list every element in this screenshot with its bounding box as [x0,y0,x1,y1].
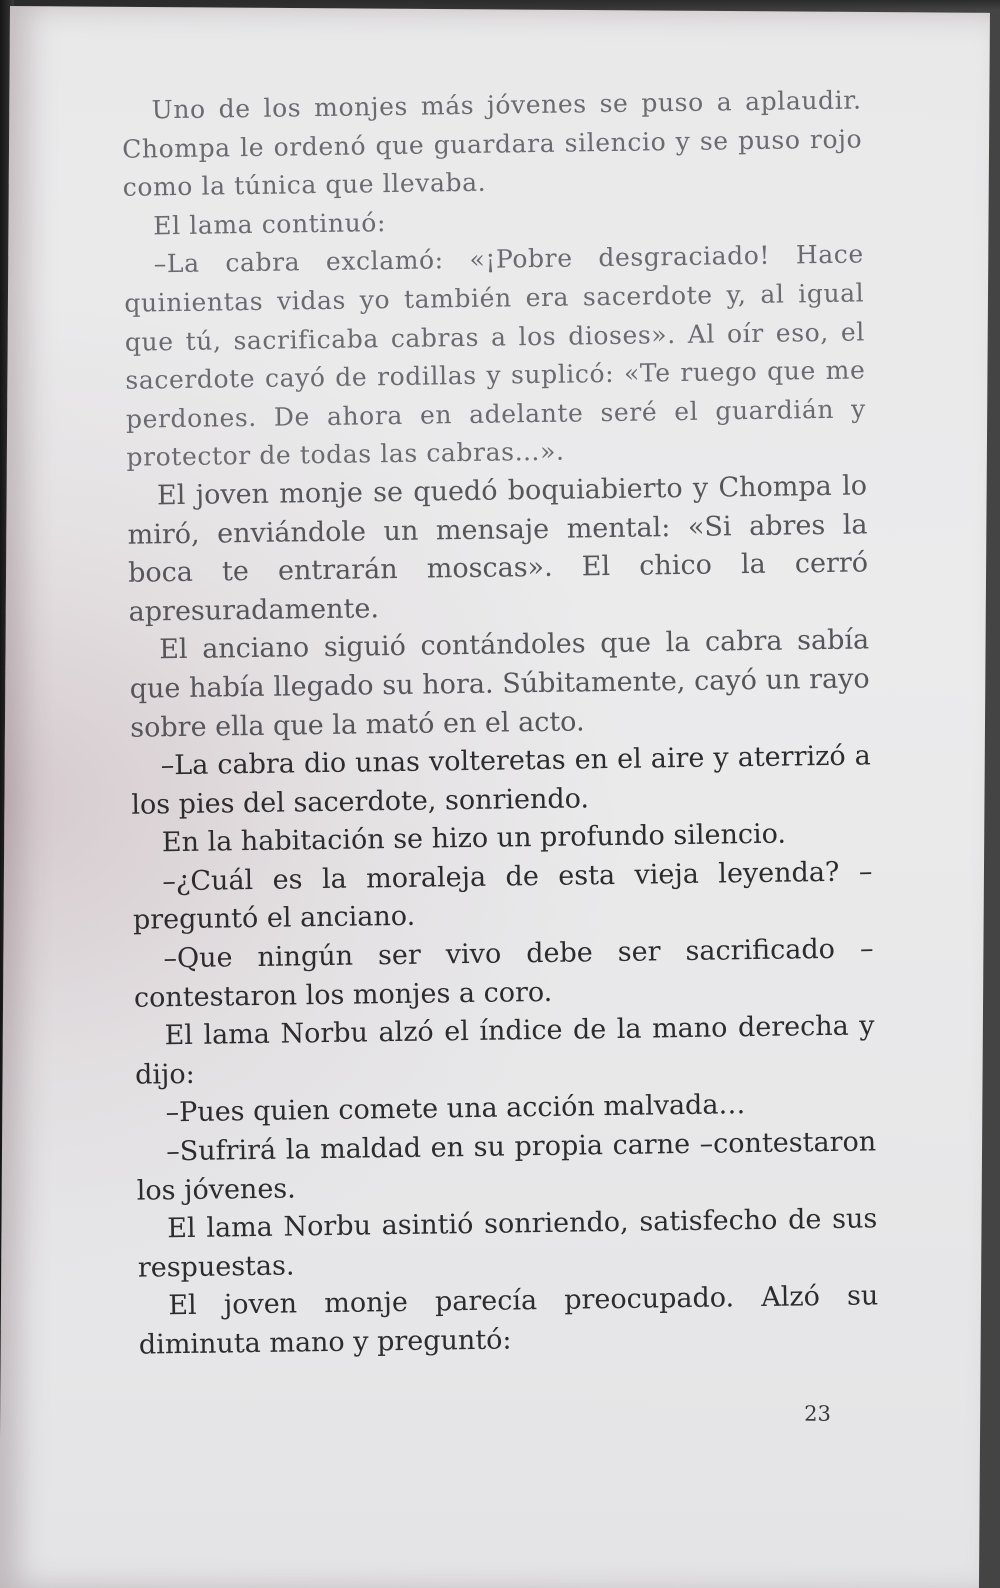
paragraph-5: El anciano siguió contándoles que la cabra sabía que había llegado su hora. Súbitamente, cayó un rayo sobre ella que la mató en el acto. [129,624,870,744]
paragraph-4: El joven monje se quedó boquiabierto y Chompa lo miró, enviándole un mensaje mental: «Si abres la boca te entrarán moscas». El chico la cerró apresuradamente. [127,470,869,628]
paragraph-6: –La cabra dio unas volteretas en el aire y aterrizó a los pies del sacerdote, sonriendo. [131,740,871,821]
book-page [0,6,990,1588]
page-text [121,81,879,1365]
paragraph-2: El lama continuó: [153,207,387,241]
paragraph-12: –Sufrirá la maldad en su propia carne –contestaron los jóvenes. [136,1126,877,1207]
paragraph-7: En la habitación se hizo un profundo silencio. [161,818,787,859]
paragraph-3: –La cabra exclamó: «¡Pobre desgraciado! Hace quinientas vidas yo también era sacerdote y, al igual que tú, sacrificaba cabras a los dioses». Al oír eso, el sacerdote cayó de rodillas y suplicó: «Te ruego que me perdones. De ahora en adelante seré el guardián y protector de todas las cabras…». [124,239,867,473]
paragraph-9: –Que ningún ser vivo debe ser sacrificado –contestaron los monjes a coro. [133,933,874,1014]
paragraph-11: –Pues quien comete una acción malvada… [165,1089,746,1129]
paragraph-14: El joven monje parecía preocupado. Alzó su diminuta mano y preguntó: [138,1280,879,1361]
paragraph-10: El lama Norbu alzó el índice de la mano derecha y dijo: [134,1010,875,1091]
paragraph-1: Uno de los monjes más jóvenes se puso a aplaudir. Chompa le ordenó que guardara silencio y se puso rojo como la túnica que llevaba. [121,85,863,202]
page-number: 23 [804,1401,832,1426]
paragraph-8: –¿Cuál es la moraleja de esta vieja leyenda? –preguntó el anciano. [132,856,873,937]
paragraph-13: El lama Norbu asintió sonriendo, satisfecho de sus respuestas. [137,1203,878,1284]
